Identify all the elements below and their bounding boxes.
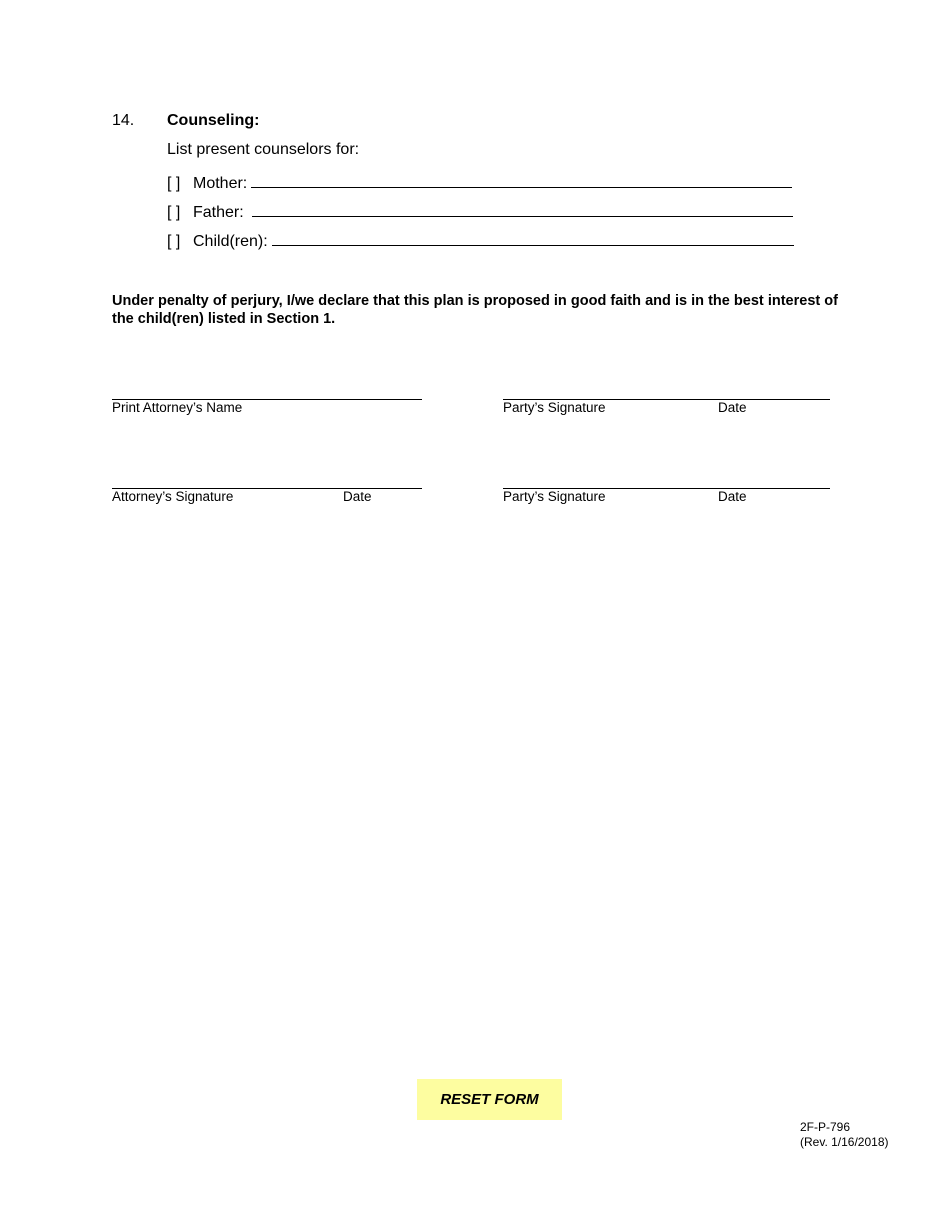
party-signature-label-1: Party’s Signature — [503, 400, 606, 415]
father-label: Father: — [193, 204, 244, 221]
section-title: Counseling: — [167, 112, 260, 129]
print-attorney-name-label: Print Attorney’s Name — [112, 400, 243, 415]
father-counselor-field[interactable] — [252, 200, 793, 217]
children-label: Child(ren): — [193, 233, 268, 250]
counselor-row-mother — [167, 171, 792, 193]
form-identifier — [800, 1120, 889, 1150]
children-checkbox[interactable]: [ ] — [167, 233, 181, 250]
form-revision: (Rev. 1/16/2018) — [800, 1135, 889, 1149]
mother-checkbox[interactable]: [ ] — [167, 175, 181, 192]
section-number: 14. — [112, 112, 135, 129]
party-date-label-1: Date — [718, 400, 747, 415]
counselors-intro: List present counselors for: — [167, 141, 360, 158]
attorney-signature-label: Attorney’s Signature — [112, 489, 234, 504]
counselor-row-father — [167, 200, 793, 222]
party-date-label-2: Date — [718, 489, 747, 504]
children-counselor-field[interactable] — [272, 229, 794, 246]
reset-form-button[interactable]: RESET FORM — [417, 1079, 562, 1120]
form-code: 2F-P-796 — [800, 1120, 851, 1134]
perjury-declaration: Under penalty of perjury, I/we declare that this plan is proposed in good faith and is in the best interest of the child(ren) listed in Section 1. — [112, 293, 838, 327]
attorney-date-label: Date — [343, 489, 372, 504]
counselor-row-children — [167, 229, 794, 251]
father-checkbox[interactable]: [ ] — [167, 204, 181, 221]
party-signature-label-2: Party’s Signature — [503, 489, 606, 504]
mother-label: Mother: — [193, 175, 248, 192]
mother-counselor-field[interactable] — [251, 171, 792, 188]
